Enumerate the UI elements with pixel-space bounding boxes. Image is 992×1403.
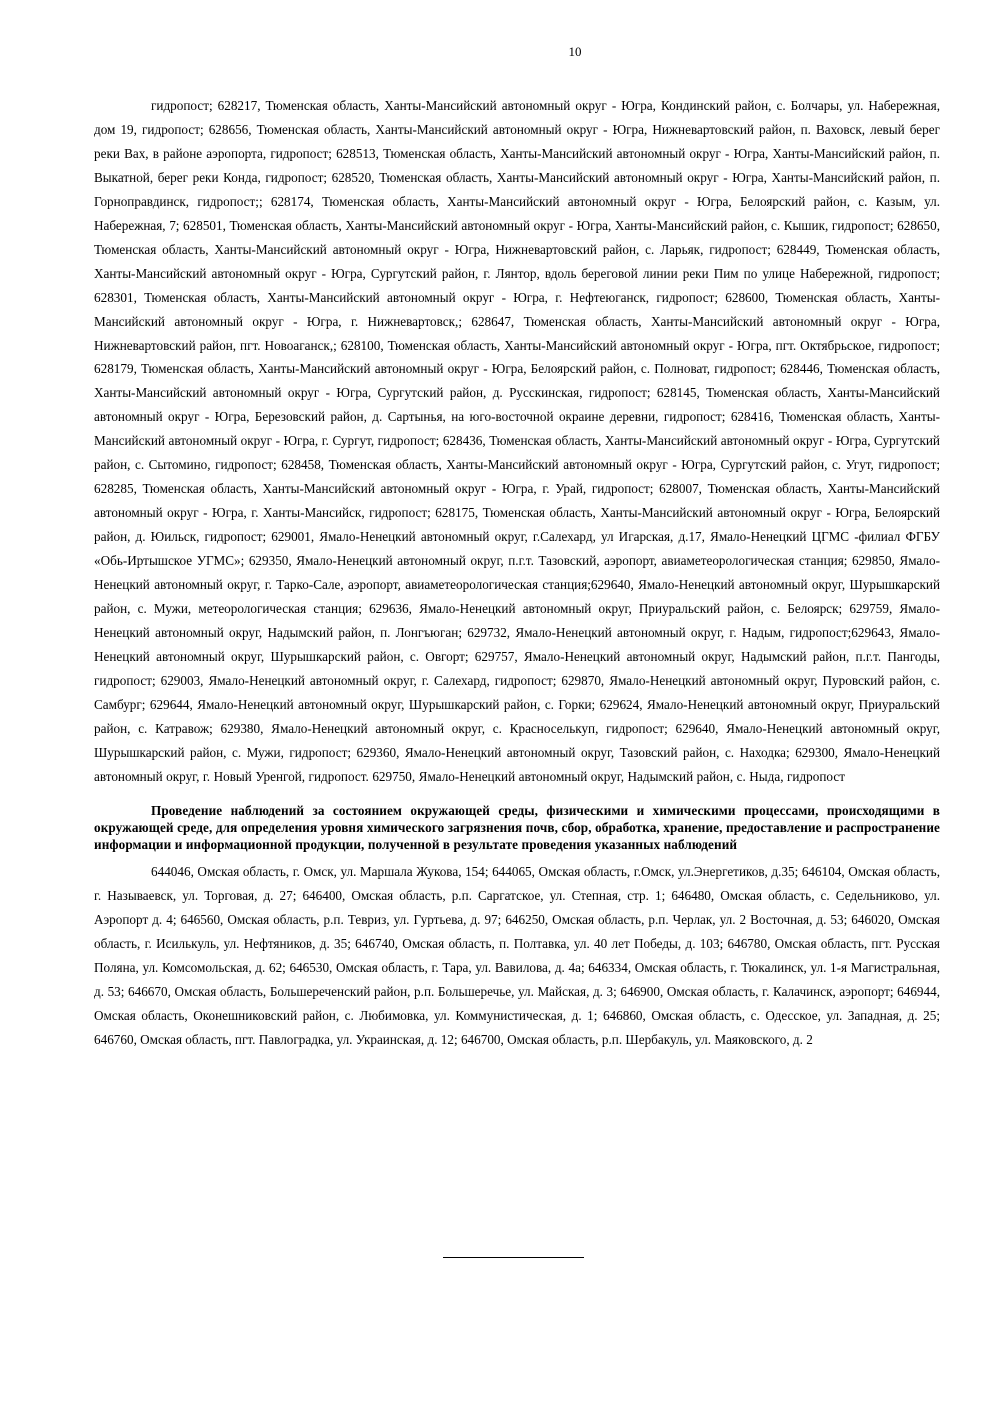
address-list-omsk: 644046, Омская область, г. Омск, ул. Маршала Жукова, 154; 644065, Омская область, г.Омск, ул.Энергетиков, д.35; 646104, Омская область, г. Называевск, ул. Торговая, д. 27; 646400, Омская область, р.п. Саргатское, ул. Степная, стр. 1; 646480, Омская область, с. Седельниково, ул. Аэропорт д. 4; 646560, Омская область, р.п. Тевриз, ул. Гуртьева, д. 97; 646250, Омская область, р.п. Черлак, ул. 2 Восточная, д. 53; 646020, Омская область, г. Исилькуль, ул. Нефтяников, д. 35; 646740, Омская область, п. Полтавка, ул. 40 лет Победы, д. 103; 646780, Омская область, пгт. Русская Поляна, ул. Комсомольская, д. 62; 646530, Омская область, г. Тара, ул. Вавилова, д. 4а; 646334, Омская область, г. Тюкалинск, ул. 1-я Магистральная, д. 53; 646670, Омская область, Большереченский район, р.п. Большеречье, ул. Майская, д. 3; 646900, Омская область, г. Калачинск, аэропорт; 646944, Омская область, Оконешниковский район, с. Любимовка, ул. Коммунистическая, д. 1; 646860, Омская область, с. Одесское, ул. Западная, д. 25; 646760, Омская область, пгт. Павлоградка, ул. Украинская, д. 12; 646700, Омская область, р.п. Шербакуль, ул. Маяковского, д. 2: [94, 863, 940, 1047]
section-heading-soil-monitoring: Проведение наблюдений за состоянием окружающей среды, физическими и химическими процессами, происходящими в окружающей среде, для определения уровня химического загрязнения почв, сбор, обработка, хранение, предоставление и распространение информации и информационной продукции, полученной в результате проведения указанных наблюдений: [94, 802, 940, 853]
address-list-tyumen-yamal: гидропост; 628217, Тюменская область, Ханты-Мансийский автономный округ - Югра, Кондинский район, с. Болчары, ул. Набережная, дом 19, гидропост; 628656, Тюменская область, Ханты-Мансийский автономный округ - Югра, Нижневартовский район, п. Ваховск, левый берег реки Вах, в районе аэропорта, гидропост; 628513, Тюменская область, Ханты-Мансийский автономный округ - Югра, Ханты-Мансийский район, п. Выкатной, берег реки Конда, гидропост; 628520, Тюменская область, Ханты-Мансийский автономный округ - Югра, Ханты-Мансийский район, п. Горноправдинск, гидропост;; 628174, Тюменская область, Ханты-Мансийский автономный округ - Югра, Белоярский район, с. Казым, ул. Набережная, 7; 628501, Тюменская область, Ханты-Мансийский автономный округ - Югра, Ханты-Мансийский район, с. Кышик, гидропост; 628650, Тюменская область, Ханты-Мансийский автономный округ - Югра, Нижневартовский район, с. Ларьяк, гидропост; 628449, Тюменская область, Ханты-Мансийский автономный округ - Югра, Сургутский район, г. Лянтор, вдоль береговой линии реки Пим по улице Набережной, гидропост; 628301, Тюменская область, Ханты-Мансийский автономный округ - Югра, г. Нефтеюганск, гидропост; 628600, Тюменская область, Ханты-Мансийский автономный округ - Югра, г. Нижневартовск,; 628647, Тюменская область, Ханты-Мансийский автономный округ - Югра, Нижневартовский район, пгт. Новоаганск,; 628100, Тюменская область, Ханты-Мансийский автономный округ - Югра, пгт. Октябрьское, гидропост; 628179, Тюменская область, Ханты-Мансийский автономный округ - Югра, Белоярский район, с. Полноват, гидропост; 628446, Тюменская область, Ханты-Мансийский автономный округ - Югра, Сургутский район, д. Русскинская, гидропост; 628145, Тюменская область, Ханты-Мансийский автономный округ - Югра, Березовский район, д. Сартынья, на юго-восточной окраине деревни, гидропост; 628416, Тюменская область, Ханты-Мансийский автономный округ - Югра, г. Сургут, гидропост; 628436, Тюменская область, Ханты-Мансийский автономный округ - Югра, Сургутский район, с. Сытомино, гидропост; 628458, Тюменская область, Ханты-Мансийский автономный округ - Югра, Сургутский район, с. Угут, гидропост; 628285, Тюменская область, Ханты-Мансийский автономный округ - Югра, г. Урай, гидропост; 628007, Тюменская область, Ханты-Мансийский автономный округ - Югра, г. Ханты-Мансийск, гидропост; 628175, Тюменская область, Ханты-Мансийский автономный округ - Югра, Белоярский район, д. Юильск, гидропост; 629001, Ямало-Ненецкий автономный округ, г.Салехард, ул Игарская, д.17, Ямало-Ненецкий ЦГМС -филиал ФГБУ «Обь-Иртышское УГМС»; 629350, Ямало-Ненецкий автономный округ, п.г.т. Тазовский, аэропорт, авиаметеорологическая станция; 629850, Ямало-Ненецкий автономный округ, г. Тарко-Сале, аэропорт, авиаметеорологическая станция;629640, Ямало-Ненецкий автономный округ, Шурышкарский район, с. Мужи, метеорологическая станция; 629636, Ямало-Ненецкий автономный округ, Приуральский район, с. Белоярск; 629759, Ямало-Ненецкий автономный округ, Надымский район, п. Лонгъюган; 629732, Ямало-Ненецкий автономный округ, г. Надым, гидропост;629643, Ямало-Ненецкий автономный округ, Шурышкарский район, с. Овгорт; 629757, Ямало-Ненецкий автономный округ, Надымский район, п.г.т. Пангоды, гидропост; 629003, Ямало-Ненецкий автономный округ, г. Салехард, гидропост; 629870, Ямало-Ненецкий автономный округ, Пуровский район, с. Самбург; 629644, Ямало-Ненецкий автономный округ, Шурышкарский район, с. Горки; 629624, Ямало-Ненецкий автономный округ, Приуральский район, с. Катравож; 629380, Ямало-Ненецкий автономный округ, с. Красноселькуп, гидропост; 629640, Ямало-Ненецкий автономный округ, Шурышкарский район, с. Мужи, гидропост; 629360, Ямало-Ненецкий автономный округ, Тазовский район, с. Находка; 629300, Ямало-Ненецкий автономный округ, г. Новый Уренгой, гидропост. 629750, Ямало-Ненецкий автономный округ, Надымский район, с. Ныда, гидропост: [94, 98, 940, 784]
document-body: [94, 94, 940, 1051]
page-number: 10: [568, 44, 582, 59]
end-of-document-rule: [443, 1257, 584, 1258]
